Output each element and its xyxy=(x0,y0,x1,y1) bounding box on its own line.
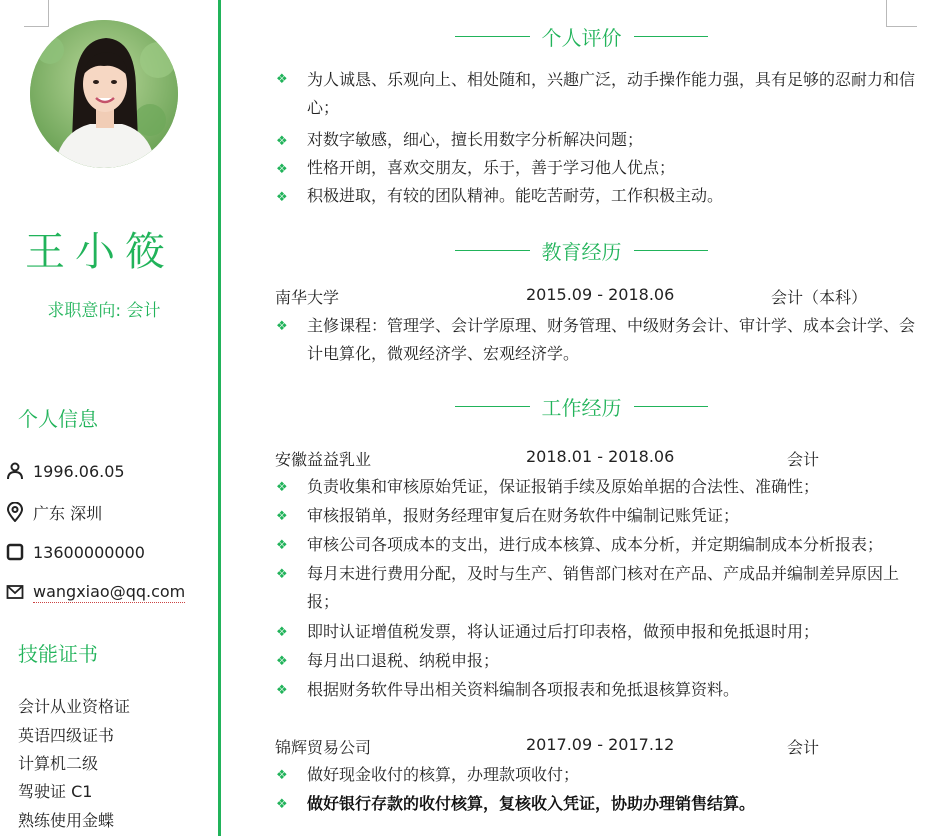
person-icon xyxy=(5,461,25,481)
email-icon xyxy=(5,582,25,602)
diamond-bullet-icon: ❖ xyxy=(276,134,288,149)
evaluation-item: 性格开朗，喜欢交朋友，乐于，善于学习他人优点； xyxy=(307,158,676,177)
diamond-bullet-icon: ❖ xyxy=(276,625,288,640)
skill-item: 英语四级证书 xyxy=(18,726,115,745)
job-period: 2018.01 - 2018.06 xyxy=(526,447,675,466)
duty-item: 根据财务软件导出相关资料编制各项报表和免抵退核算资料。 xyxy=(307,680,740,699)
skill-item: 熟练使用金蝶 xyxy=(18,811,115,830)
courses: 主修课程：管理学、会计学原理、财务管理、中级财务会计、审计学、成本会计学、会计电算化，微观经济学、宏观经济学。 xyxy=(307,316,916,363)
school-name: 南华大学 xyxy=(275,288,340,307)
profile-photo xyxy=(30,20,178,168)
phone-icon xyxy=(5,542,25,562)
diamond-bullet-icon: ❖ xyxy=(276,190,288,205)
education-entry xyxy=(275,285,895,309)
diamond-bullet-icon: ❖ xyxy=(276,162,288,177)
skill-item: 会计从业资格证 xyxy=(18,697,131,716)
candidate-name: 王小筱 xyxy=(25,229,175,275)
duty-item: 做好现金收付的核算，办理款项收付； xyxy=(307,765,580,784)
duty-item: 每月出口退税、纳税申报； xyxy=(307,651,500,670)
page-corner-mark-right xyxy=(886,0,917,27)
diamond-bullet-icon: ❖ xyxy=(276,683,288,698)
company-name: 锦辉贸易公司 xyxy=(275,738,372,757)
diamond-bullet-icon: ❖ xyxy=(276,480,288,495)
skill-item: 计算机二级 xyxy=(18,754,99,773)
work-heading: 工作经历 xyxy=(455,391,708,421)
location-pin-icon xyxy=(5,502,25,522)
diamond-bullet-icon: ❖ xyxy=(276,797,288,812)
phone-value: 13600000000 xyxy=(33,542,145,562)
self-evaluation-heading: 个人评价 xyxy=(455,21,708,51)
degree: 会计（本科） xyxy=(771,288,868,307)
location-row xyxy=(5,500,102,524)
diamond-bullet-icon: ❖ xyxy=(276,319,288,334)
evaluation-item: 积极进取，有较的团队精神。能吃苦耐劳，工作积极主动。 xyxy=(307,186,724,205)
duty-item: 审核报销单，报财务经理审复后在财务软件中编制记账凭证； xyxy=(307,506,740,525)
job-title: 会计 xyxy=(787,738,820,757)
job-period: 2017.09 - 2017.12 xyxy=(526,735,675,754)
birthday-value: 1996.06.05 xyxy=(33,461,125,481)
email-link[interactable]: wangxiao@qq.com xyxy=(33,581,186,601)
job-intent: 求职意向: 会计 xyxy=(47,301,161,321)
evaluation-item: 对数字敏感，细心，擅长用数字分析解决问题； xyxy=(307,130,644,149)
duty-item: 做好银行存款的收付核算，复核收入凭证，协助办理销售结算。 xyxy=(307,794,756,813)
education-heading: 教育经历 xyxy=(455,235,708,265)
skill-item: 驾驶证 C1 xyxy=(18,782,93,801)
portrait-illustration xyxy=(30,20,178,168)
birthday-row xyxy=(5,459,125,483)
diamond-bullet-icon: ❖ xyxy=(276,567,288,582)
duty-item: 每月末进行费用分配，及时与生产、销售部门核对在产品、产成品并编制差异原因上报； xyxy=(307,564,900,611)
phone-row xyxy=(5,540,145,564)
email-row xyxy=(5,580,185,604)
education-period: 2015.09 - 2018.06 xyxy=(526,285,675,304)
location-value: 广东 深圳 xyxy=(33,503,103,523)
diamond-bullet-icon: ❖ xyxy=(276,538,288,553)
column-divider xyxy=(218,0,221,836)
duty-item: 即时认证增值税发票，将认证通过后打印表格，做预申报和免抵退时用； xyxy=(307,622,820,641)
evaluation-item: 为人诚恳、乐观向上、相处随和，兴趣广泛，动手操作能力强，具有足够的忍耐力和信心； xyxy=(307,70,916,117)
skills-heading: 技能证书 xyxy=(18,642,98,666)
job-title: 会计 xyxy=(787,450,820,469)
duty-item: 负责收集和审核原始凭证，保证报销手续及原始单据的合法性、准确性； xyxy=(307,477,820,496)
job-entry xyxy=(275,447,895,471)
duty-item: 审核公司各项成本的支出，进行成本核算、成本分析，并定期编制成本分析报表； xyxy=(307,535,884,554)
diamond-bullet-icon: ❖ xyxy=(276,509,288,524)
diamond-bullet-icon: ❖ xyxy=(276,72,288,87)
personal-info-heading: 个人信息 xyxy=(18,407,98,431)
company-name: 安徽益益乳业 xyxy=(275,450,372,469)
diamond-bullet-icon: ❖ xyxy=(276,768,288,783)
page-corner-mark-left xyxy=(24,0,49,27)
job-entry xyxy=(275,735,895,759)
diamond-bullet-icon: ❖ xyxy=(276,654,288,669)
